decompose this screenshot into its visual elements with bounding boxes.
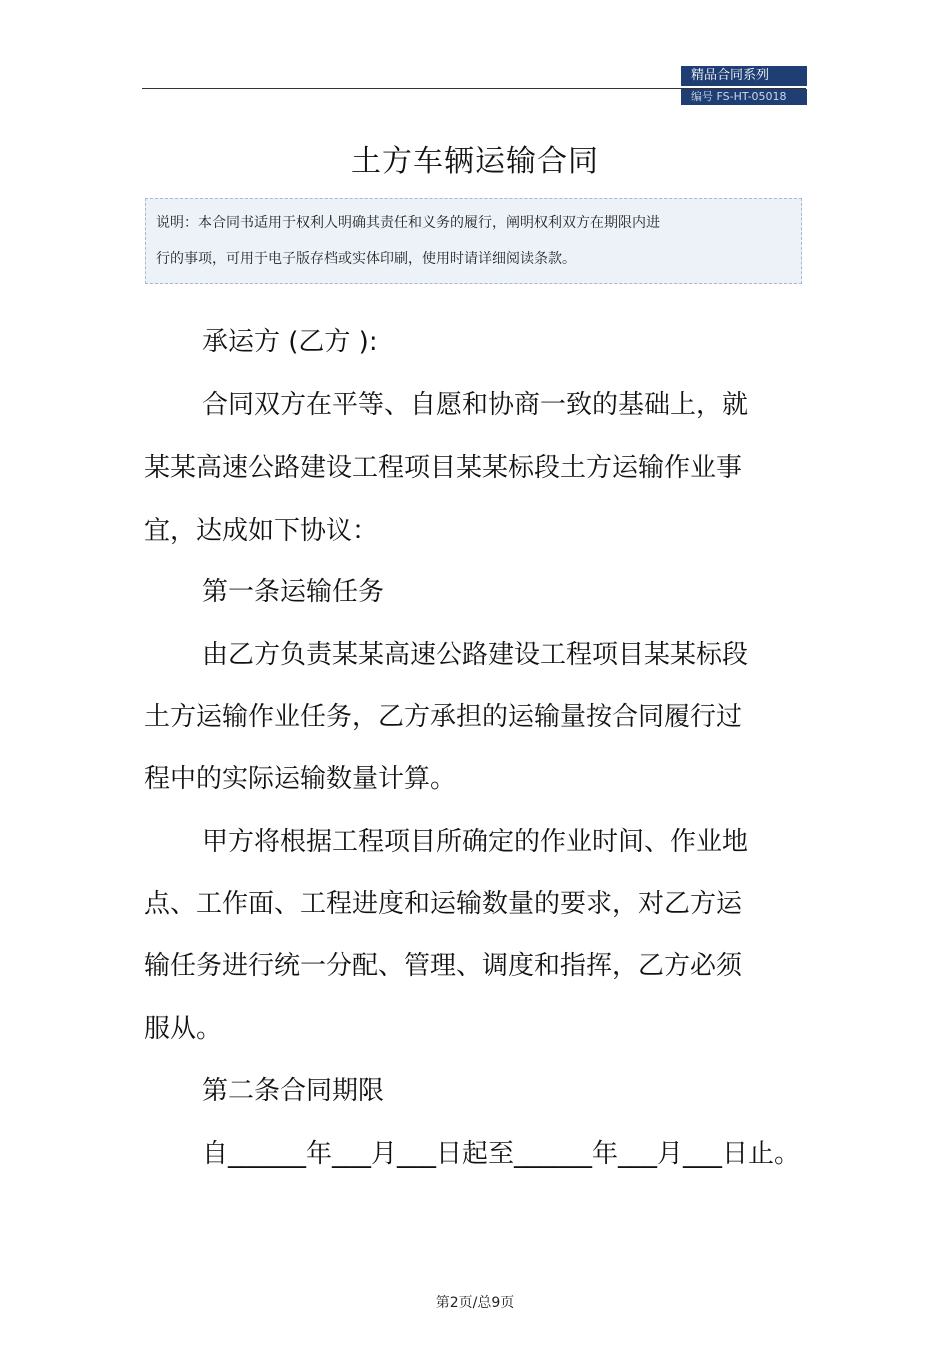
body-line: 宜，达成如下协议： — [144, 516, 379, 546]
document-title: 土方车辆运输合同 — [351, 144, 599, 179]
carrier-party-line: 承运方 (乙方 ): — [202, 327, 378, 357]
description-box — [145, 198, 802, 284]
article-2-heading: 第二条合同期限 — [202, 1076, 385, 1106]
body-line: 输任务进行统一分配、管理、调度和指挥，乙方必须 — [144, 951, 743, 981]
body-line: 某某高速公路建设工程项目某某标段土方运输作业事 — [144, 453, 743, 483]
body-line: 土方运输作业任务，乙方承担的运输量按合同履行过 — [144, 702, 743, 732]
description-line-1: 说明：本合同书适用于权利人明确其责任和义务的履行，阐明权利双方在期限内进 — [156, 215, 660, 231]
series-label: 精品合同系列 — [681, 66, 807, 86]
body-line: 由乙方负责某某高速公路建设工程项目某某标段 — [202, 640, 749, 670]
page-number: 第2页/总9页 — [435, 1295, 515, 1311]
contract-term-line: 自______年___月___日起至______年___月___日止。 — [202, 1139, 801, 1169]
document-code: 编号 FS-HT-05018 — [681, 89, 807, 105]
body-line: 服从。 — [144, 1014, 223, 1044]
description-line-2: 行的事项，可用于电子版存档或实体印刷，使用时请详细阅读条款。 — [156, 251, 576, 267]
body-line: 甲方将根据工程项目所确定的作业时间、作业地 — [202, 827, 749, 857]
body-line: 程中的实际运输数量计算。 — [144, 764, 457, 794]
body-line: 点、工作面、工程进度和运输数量的要求，对乙方运 — [144, 889, 743, 919]
series-badge — [681, 66, 807, 105]
article-1-heading: 第一条运输任务 — [202, 577, 385, 607]
body-line: 合同双方在平等、自愿和协商一致的基础上，就 — [202, 390, 749, 420]
